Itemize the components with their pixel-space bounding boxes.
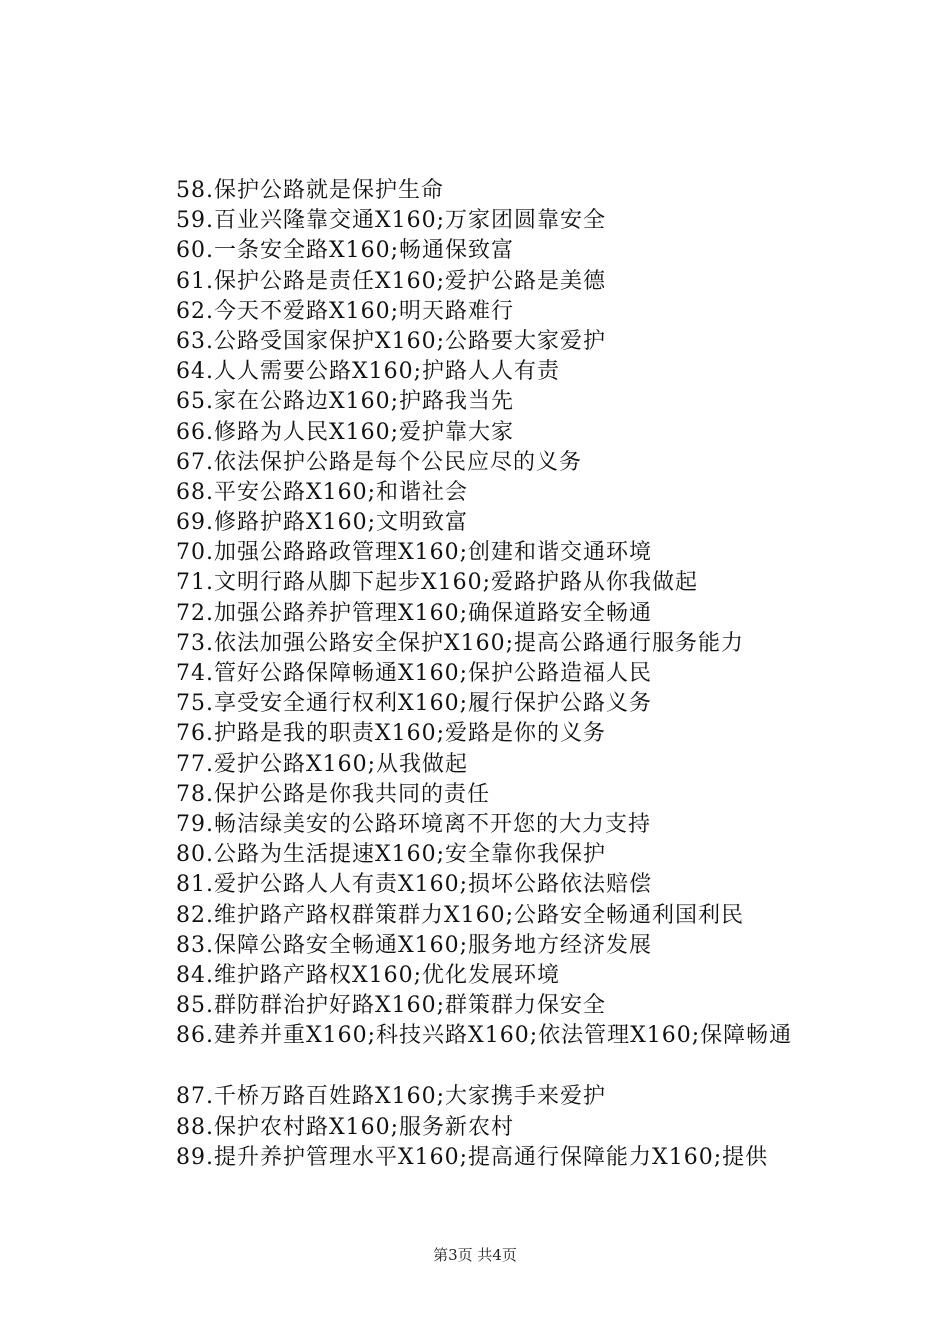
list-item: 63.公路受国家保护X160;公路要大家爱护: [176, 328, 607, 354]
list-item: 71.文明行路从脚下起步X160;爱路护路从你我做起: [176, 570, 699, 596]
list-item: 83.保障公路安全畅通X160;服务地方经济发展: [176, 932, 653, 958]
list-item: 60.一条安全路X160;畅通保致富: [176, 238, 515, 264]
list-item: 58.保护公路就是保护生命: [176, 178, 444, 203]
list-item: 77.爱护公路X160;从我做起: [176, 751, 469, 777]
page-number: 第3页 共4页: [433, 1246, 517, 1264]
list-item: 64.人人需要公路X160;护路人人有责: [176, 359, 561, 385]
list-item: 74.管好公路保障畅通X160;保护公路造福人民: [176, 661, 653, 686]
list-item: 69.修路护路X160;文明致富: [176, 510, 469, 536]
list-item: 80.公路为生活提速X160;安全靠你我保护: [176, 842, 607, 868]
list-item: 86.建养并重X160;科技兴路X160;依法管理X160;保障畅通: [176, 1023, 793, 1049]
list-item: 81.爱护公路人人有责X160;损坏公路依法赔偿: [176, 872, 653, 898]
list-item: 82.维护路产路权群策群力X160;公路安全畅通利国利民: [176, 902, 745, 928]
list-item: 78.保护公路是你我共同的责任: [176, 781, 490, 807]
list-item: 85.群防群治护好路X160;群策群力保安全: [176, 993, 607, 1019]
list-item: 61.保护公路是责任X160;爱护公路是美德: [176, 268, 607, 294]
list-item: 79.畅洁绿美安的公路环境离不开您的大力支持: [176, 811, 651, 837]
list-item: 62.今天不爱路X160;明天路难行: [176, 298, 515, 324]
list-item: 88.保护农村路X160;服务新农村: [176, 1114, 515, 1140]
list-item: 68.平安公路X160;和谐社会: [176, 479, 469, 505]
list-item: 65.家在公路边X160;护路我当先: [176, 389, 515, 415]
list-item: 66.修路为人民X160;爱护靠大家: [176, 419, 515, 445]
list-item: 70.加强公路路政管理X160;创建和谐交通环境: [176, 540, 653, 566]
list-item: 84.维护路产路权X160;优化发展环境: [176, 962, 561, 988]
list-item: 73.依法加强公路安全保护X160;提高公路通行服务能力: [176, 630, 745, 656]
list-item: 59.百业兴隆靠交通X160;万家团圆靠安全: [176, 208, 607, 234]
list-item: 89.提升养护管理水平X160;提高通行保障能力X160;提供: [176, 1144, 769, 1170]
list-item: 75.享受安全通行权利X160;履行保护公路义务: [176, 691, 653, 717]
slogan-list: [176, 176, 876, 1173]
list-item: 76.护路是我的职责X160;爱路是你的义务: [176, 721, 607, 747]
list-item: 87.千桥万路百姓路X160;大家携手来爱护: [176, 1084, 607, 1110]
list-item: 72.加强公路养护管理X160;确保道路安全畅通: [176, 600, 653, 626]
list-item: 67.依法保护公路是每个公民应尽的义务: [176, 449, 582, 475]
